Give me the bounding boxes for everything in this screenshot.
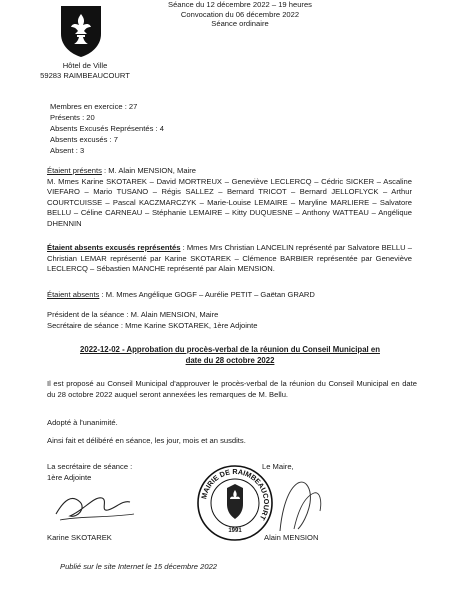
- closing-text: Ainsi fait et délibéré en séance, les jour, mois et an susdits.: [47, 436, 246, 445]
- mayor-title: Le Maire,: [262, 462, 294, 471]
- deliberation-title: [60, 344, 400, 366]
- mayor-name: Alain MENSION: [264, 533, 319, 542]
- excused-list: : Mmes Mrs Christian LANCELIN représenté par Salvatore BELLU – Christian LEMAR représenté par Karine SKOTAREK – Clémence BARBIER représentée par Geneviève LECLERCQ – Sébastien MANCHE représenté par Alain MENSION.: [47, 243, 412, 274]
- session-type: Séance ordinaire: [211, 19, 269, 29]
- session-officers: [47, 310, 412, 331]
- town-hall-stamp: [196, 464, 274, 542]
- stat-members: Membres en exercice : 27: [50, 102, 138, 111]
- secretary-line: Secrétaire de séance : Mme Karine SKOTAREK, 1ère Adjointe: [47, 320, 258, 330]
- stat-present: Présents : 20: [50, 113, 95, 122]
- mayor-signature-block: [262, 462, 294, 473]
- stat-represented: Absents Excusés Représentés : 4: [50, 124, 164, 133]
- secretary-role: 1ère Adjointe: [47, 472, 92, 482]
- proposal-text: Il est proposé au Conseil Municipal d'approuver le procès-verbal de la réunion du Conseil Municipal en date du 28 octobre 2022 auquel seront annexées les remarques de M. Bellu.: [47, 379, 417, 399]
- mayor-signature-scribble: [268, 475, 328, 535]
- town-hall-address: [30, 61, 140, 81]
- adoption-text: Adopté à l'unanimité.: [47, 418, 118, 427]
- present-list: M. Mmes Karine SKOTAREK – David MORTREUX – Geneviève LECLERCQ – Cédric SICKER – Ascaline VIEFARO – Mario TUSANO – Régis SALLEZ – Bernard TRICOT – Bernard JELLOFLYCK – Arthur COURTCUISSE – Pascal KACZMARCZYK – Marie-Louise LEMAIRE – Maryline MARLIERE – Salvatore BELLU – Céline CARNEAU – Stéphanie LEMAIRE – Kitty DUQUESNE – Anthony WATTEAU – Angélique DHENNIN: [47, 176, 412, 228]
- absent-label: Étaient absents: [47, 290, 100, 299]
- stamp-year: 1991: [228, 528, 242, 534]
- stat-absent: Absent : 3: [50, 146, 85, 155]
- present-label: Étaient présents: [47, 166, 102, 175]
- attendance-stats: [50, 101, 164, 156]
- stat-excused: Absents excusés : 7: [50, 135, 118, 144]
- excused-represented: [47, 243, 412, 275]
- postal-address: 59283 RAIMBEAUCOURT: [40, 71, 130, 80]
- secretary-name: Karine SKOTAREK: [47, 533, 112, 542]
- title-line-2: date du 28 octobre 2022: [185, 356, 275, 365]
- town-crest-logo: [58, 4, 104, 58]
- session-date: Séance du 12 décembre 2022 – 19 heures: [168, 0, 312, 9]
- absent-list: : M. Mmes Angélique GOGF – Aurélie PETIT – Gaëtan GRARD: [99, 290, 315, 299]
- present-members: [47, 166, 412, 230]
- secretary-title: La secrétaire de séance :: [47, 462, 133, 471]
- title-line-1: 2022-12-02 - Approbation du procès-verbal de la réunion du Conseil Municipal en: [80, 345, 380, 354]
- stamp-text: MAIRIE DE RAIMBEAUCOURT: [199, 466, 272, 522]
- president-line: Président de la séance : M. Alain MENSION, Maire: [47, 310, 219, 319]
- present-lead: : M. Alain MENSION, Maire: [101, 166, 196, 175]
- excused-label: Étaient absents excusés représentés: [47, 243, 181, 252]
- absent-members: [47, 290, 412, 301]
- hotel-de-ville-label: Hôtel de Ville: [62, 61, 108, 70]
- session-header: [150, 0, 330, 29]
- convocation-date: Convocation du 06 décembre 2022: [180, 9, 300, 19]
- publication-notice: Publié sur le site Internet le 15 décembre 2022: [60, 562, 218, 571]
- secretary-signature-scribble: [50, 480, 140, 530]
